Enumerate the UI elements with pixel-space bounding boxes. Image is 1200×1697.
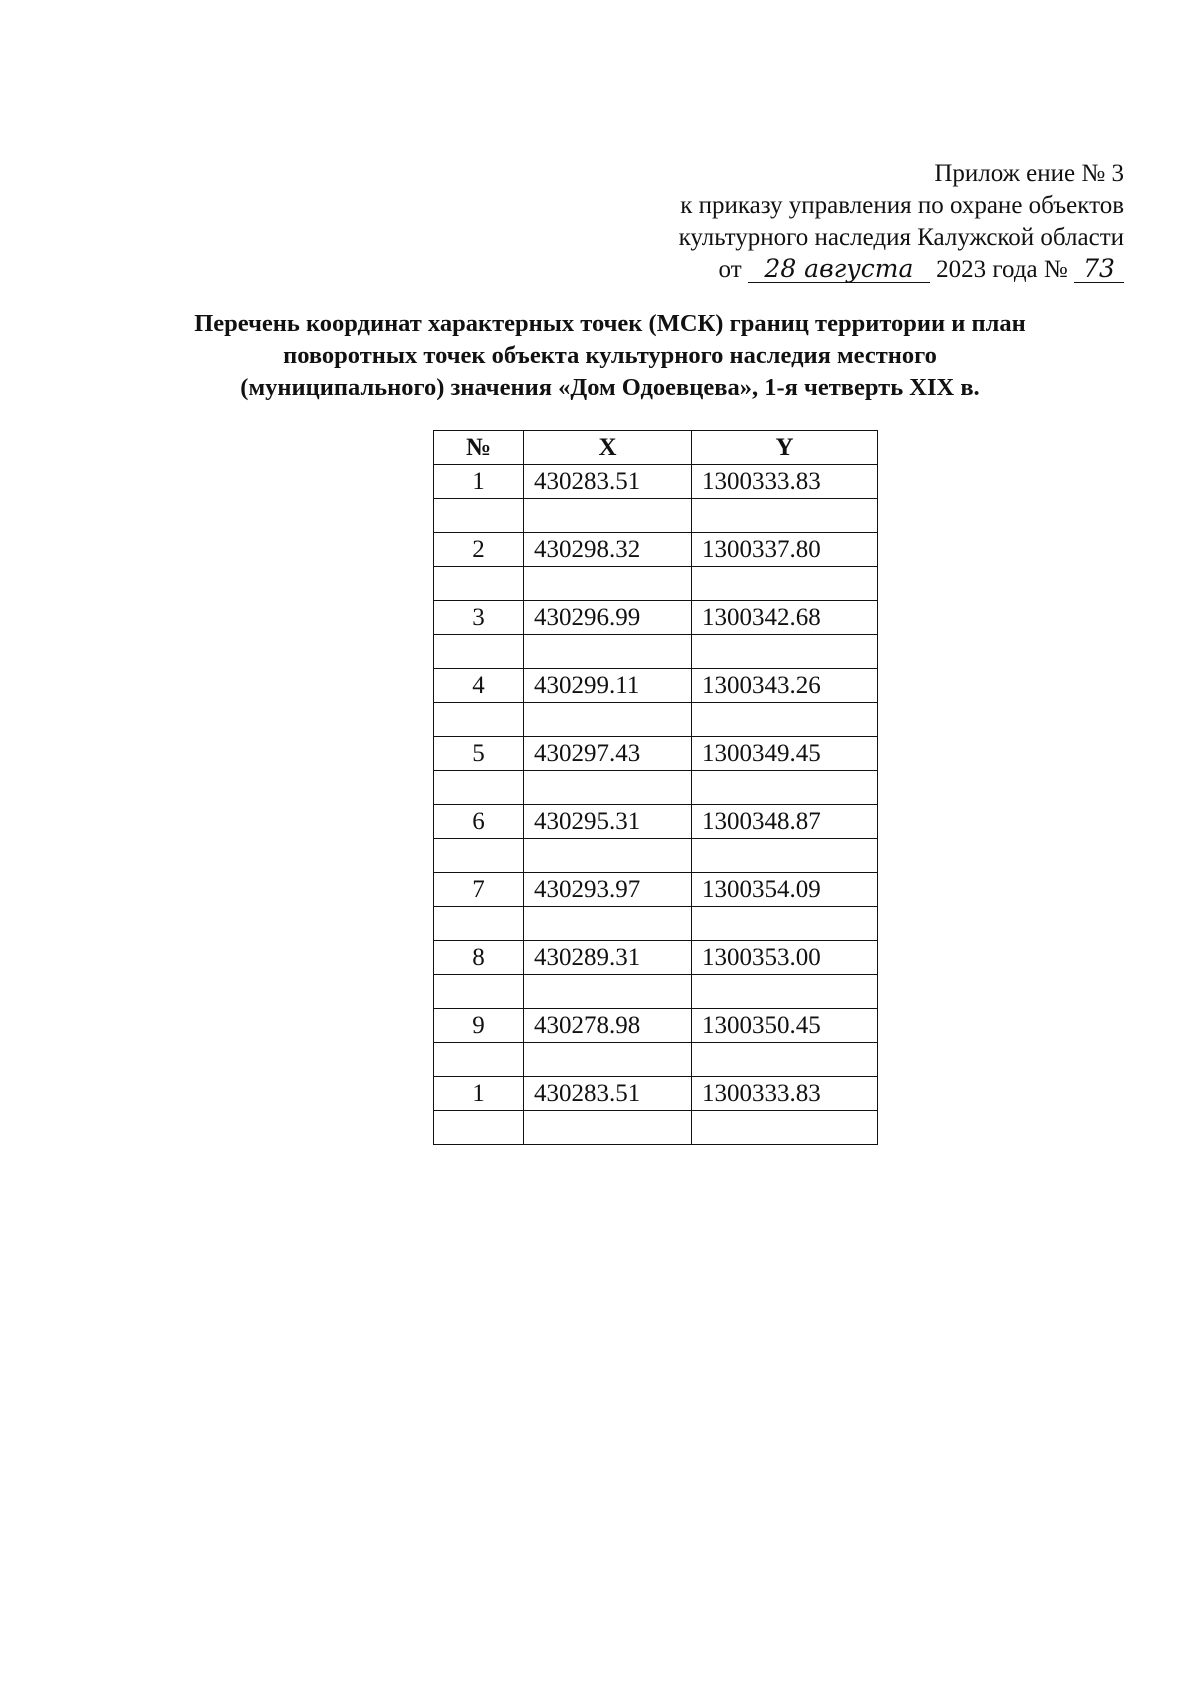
cell-y-coordinate: 1300348.87	[692, 805, 878, 839]
table-row	[434, 805, 878, 839]
cell-x-coordinate	[524, 839, 692, 873]
cell-y-coordinate	[692, 1043, 878, 1077]
cell-y-coordinate: 1300343.26	[692, 669, 878, 703]
cell-x-coordinate	[524, 567, 692, 601]
cell-x-coordinate: 430283.51	[524, 1077, 692, 1111]
table-row	[434, 533, 878, 567]
cell-y-coordinate: 1300353.00	[692, 941, 878, 975]
cell-x-coordinate: 430278.98	[524, 1009, 692, 1043]
cell-point-number	[434, 567, 524, 601]
table-row	[434, 703, 878, 737]
handwritten-date: 28 августа	[748, 256, 930, 283]
table-row	[434, 465, 878, 499]
cell-x-coordinate	[524, 635, 692, 669]
cell-x-coordinate	[524, 1111, 692, 1145]
cell-y-coordinate	[692, 975, 878, 1009]
table-body	[434, 465, 878, 1145]
cell-y-coordinate	[692, 703, 878, 737]
cell-point-number: 3	[434, 601, 524, 635]
handwritten-order-number: 73	[1074, 256, 1124, 283]
appendix-number: Прилож ение № 3	[934, 160, 1124, 187]
table-row	[434, 941, 878, 975]
cell-y-coordinate: 1300333.83	[692, 1077, 878, 1111]
cell-y-coordinate: 1300342.68	[692, 601, 878, 635]
cell-x-coordinate: 430298.32	[524, 533, 692, 567]
cell-point-number	[434, 771, 524, 805]
column-header-y: Y	[692, 431, 878, 465]
table-row	[434, 499, 878, 533]
cell-point-number: 9	[434, 1009, 524, 1043]
cell-y-coordinate	[692, 567, 878, 601]
table-row	[434, 669, 878, 703]
table-row	[434, 635, 878, 669]
cell-point-number: 2	[434, 533, 524, 567]
cell-point-number	[434, 703, 524, 737]
issuing-authority: культурного наследия Калужской области	[678, 224, 1124, 251]
table-row	[434, 873, 878, 907]
cell-point-number	[434, 839, 524, 873]
cell-x-coordinate	[524, 907, 692, 941]
table-row	[434, 601, 878, 635]
table-row	[434, 1077, 878, 1111]
cell-x-coordinate	[524, 771, 692, 805]
table-row	[434, 839, 878, 873]
column-header-number: №	[434, 431, 524, 465]
cell-y-coordinate: 1300337.80	[692, 533, 878, 567]
cell-point-number	[434, 975, 524, 1009]
year-and-number-label: 2023 года №	[936, 256, 1068, 283]
cell-x-coordinate: 430293.97	[524, 873, 692, 907]
cell-point-number: 1	[434, 1077, 524, 1111]
cell-point-number: 7	[434, 873, 524, 907]
cell-y-coordinate	[692, 1111, 878, 1145]
table-row	[434, 771, 878, 805]
date-prefix: от	[718, 256, 742, 283]
cell-x-coordinate: 430297.43	[524, 737, 692, 771]
cell-x-coordinate	[524, 975, 692, 1009]
order-reference: к приказу управления по охране объектов	[680, 192, 1124, 219]
cell-point-number: 4	[434, 669, 524, 703]
cell-y-coordinate: 1300349.45	[692, 737, 878, 771]
table-row	[434, 737, 878, 771]
cell-y-coordinate	[692, 499, 878, 533]
table-row	[434, 907, 878, 941]
cell-x-coordinate: 430289.31	[524, 941, 692, 975]
table-row	[434, 1043, 878, 1077]
cell-point-number	[434, 1111, 524, 1145]
cell-x-coordinate: 430299.11	[524, 669, 692, 703]
table-row	[434, 1009, 878, 1043]
document-title	[150, 308, 1070, 404]
cell-point-number: 1	[434, 465, 524, 499]
cell-point-number: 6	[434, 805, 524, 839]
appendix-header	[679, 158, 1124, 286]
cell-x-coordinate: 430296.99	[524, 601, 692, 635]
cell-point-number	[434, 499, 524, 533]
table-header-row	[434, 431, 878, 465]
cell-point-number	[434, 907, 524, 941]
cell-y-coordinate	[692, 771, 878, 805]
cell-x-coordinate: 430283.51	[524, 465, 692, 499]
cell-y-coordinate: 1300333.83	[692, 465, 878, 499]
title-line-2: поворотных точек объекта культурного наследия местного	[283, 342, 937, 369]
column-header-x: X	[524, 431, 692, 465]
cell-x-coordinate	[524, 703, 692, 737]
coordinates-table	[433, 430, 878, 1145]
cell-x-coordinate	[524, 499, 692, 533]
cell-x-coordinate: 430295.31	[524, 805, 692, 839]
cell-x-coordinate	[524, 1043, 692, 1077]
table-row	[434, 1111, 878, 1145]
cell-point-number: 8	[434, 941, 524, 975]
order-date-line	[679, 254, 1124, 286]
cell-point-number	[434, 635, 524, 669]
title-line-3: (муниципального) значения «Дом Одоевцева», 1-я четверть XIX в.	[240, 374, 980, 401]
title-line-1: Перечень координат характерных точек (МСК) границ территории и план	[194, 310, 1026, 337]
cell-y-coordinate	[692, 907, 878, 941]
table-row	[434, 567, 878, 601]
table-row	[434, 975, 878, 1009]
cell-point-number	[434, 1043, 524, 1077]
cell-point-number: 5	[434, 737, 524, 771]
cell-y-coordinate: 1300350.45	[692, 1009, 878, 1043]
cell-y-coordinate	[692, 839, 878, 873]
cell-y-coordinate	[692, 635, 878, 669]
cell-y-coordinate: 1300354.09	[692, 873, 878, 907]
